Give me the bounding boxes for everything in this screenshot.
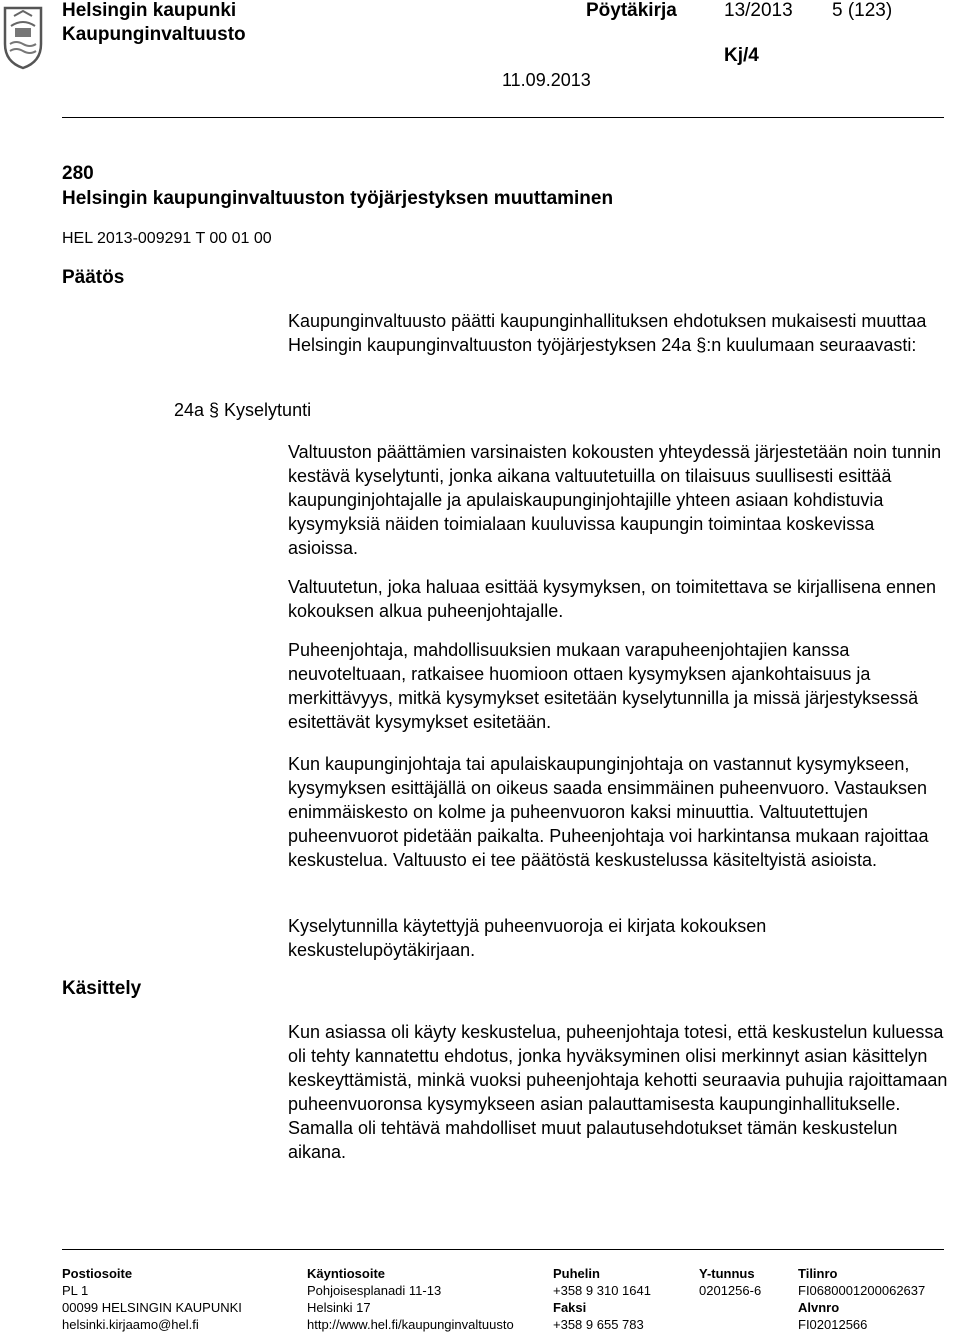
decision-paragraph-5: Kyselytunnilla käytettyjä puheenvuoroja ei kirjata kokouksen keskustelupöytäkirjaan. <box>288 916 767 960</box>
section-label: 24a § Kyselytunti <box>174 400 312 420</box>
header-body-name: Kaupunginvaltuusto <box>62 24 246 45</box>
city-crest-logo <box>2 4 44 70</box>
header-ref: Kj/4 <box>724 45 759 66</box>
footer-account-label: Tilinro <box>798 1266 838 1281</box>
header-page: 5 (123) <box>832 0 893 21</box>
footer-fax-number: +358 9 655 783 <box>553 1317 644 1332</box>
header-rule <box>62 117 944 118</box>
item-number: 280 <box>62 163 94 184</box>
footer-email: helsinki.kirjaamo@hel.fi <box>62 1317 199 1332</box>
footer-visiting-street: Pohjoisesplanadi 11-13 <box>307 1283 442 1298</box>
header-number: 13/2013 <box>724 0 793 21</box>
header-doc-type: Pöytäkirja <box>586 0 677 21</box>
footer-vat-number: FI02012566 <box>798 1317 868 1332</box>
footer-visiting-city: Helsinki 17 <box>307 1300 371 1315</box>
footer-business-id-value: 0201256-6 <box>699 1283 762 1298</box>
footer-phone <box>553 1265 651 1333</box>
decision-paragraph-2: Valtuutetun, joka haluaa esittää kysymyksen, on toimitettava se kirjallisena ennen kokouksen alkua puheenjohtajalle. <box>288 577 937 621</box>
footer-postal-city: 00099 HELSINGIN KAUPUNKI <box>62 1300 242 1315</box>
decision-paragraph-1: Valtuuston päättämien varsinaisten kokousten yhteydessä järjestetään noin tunnin kestävä kyselytunti, jonka aikana valtuutetuilla on tilaisuus suullisesti esittää kaupunginjohtajalle ja apulaiskaupunginjohtajille yhteen asiaan kohdistuvia kysymyksiä näiden toimialaan kuuluvissa kaupungin toimintaa koskevissa asioissa. <box>288 442 942 558</box>
case-id: HEL 2013-009291 T 00 01 00 <box>62 230 272 247</box>
footer-postal-box: PL 1 <box>62 1283 89 1298</box>
footer-account <box>798 1265 925 1333</box>
footer-visiting-label: Käyntiosoite <box>307 1266 386 1281</box>
footer-account-number: FI0680001200062637 <box>798 1283 926 1298</box>
footer-postal-label: Postiosoite <box>62 1266 133 1281</box>
footer-visiting <box>307 1265 514 1333</box>
footer-website: http://www.hel.fi/kaupunginvaltuusto <box>307 1317 514 1332</box>
header-date: 11.09.2013 <box>502 70 591 90</box>
decision-paragraph-3: Puheenjohtaja, mahdollisuuksien mukaan varapuheenjohtajien kanssa neuvoteltuaan, ratkaisee huomioon ottaen kysymyksen ajankohtaisuus ja merkittävyys, mitkä kysymykset esitetään kyselytunnilla ja missä järjestyksessä esitettävät kysymykset esitetään. <box>288 640 919 732</box>
decision-heading: Päätös <box>62 267 125 288</box>
footer-business-id-label: Y-tunnus <box>699 1266 755 1281</box>
decision-paragraph-4: Kun kaupunginjohtaja tai apulaiskaupunginjohtaja on vastannut kysymykseen, kysymyksen esittäjällä on oikeus saada ensimmäinen puheenvuoro. Vastauksen enimmäiskesto on kolme ja puheenvuoron kaksi minuuttia. Valtuutettujen puheenvuorot pidetään paikalta. Puheenjohtaja voi harkintansa mukaan rajoittaa keskustelua. Valtuusto ei tee päätöstä keskustelussa käsiteltyistä asioista. <box>288 754 929 870</box>
footer-fax-label: Faksi <box>553 1300 587 1315</box>
header-org: Helsingin kaupunki <box>62 0 237 21</box>
handling-paragraph: Kun asiassa oli käyty keskustelua, puheenjohtaja totesi, että keskustelun kuluessa oli tehty kannatettu ehdotus, jonka hyväksyminen olisi merkinnyt asian käsittelyn keskeyttämistä, minkä vuoksi puheenjohtaja kehotti seuraavia puhujia rajoittamaan puheenvuoronsa kysymykseen asian palauttamisesta kaupunginhallitukselle. Samalla oli tehtävä mahdolliset muut palautusehdotukset tämän keskustelun aikana. <box>288 1022 948 1162</box>
footer-phone-label: Puhelin <box>553 1266 600 1281</box>
footer-postal <box>62 1265 242 1333</box>
item-title: Helsingin kaupunginvaltuuston työjärjestyksen muuttaminen <box>62 188 614 209</box>
footer-business-id <box>699 1265 761 1299</box>
handling-heading: Käsittely <box>62 978 142 999</box>
decision-intro: Kaupunginvaltuusto päätti kaupunginhallituksen ehdotuksen mukaisesti muuttaa Helsingin kaupunginvaltuuston työjärjestyksen 24a §:n kuulumaan seuraavasti: <box>288 311 927 355</box>
footer-vat-label: Alvnro <box>798 1300 840 1315</box>
footer-rule <box>62 1249 944 1250</box>
footer-phone-number: +358 9 310 1641 <box>553 1283 651 1298</box>
